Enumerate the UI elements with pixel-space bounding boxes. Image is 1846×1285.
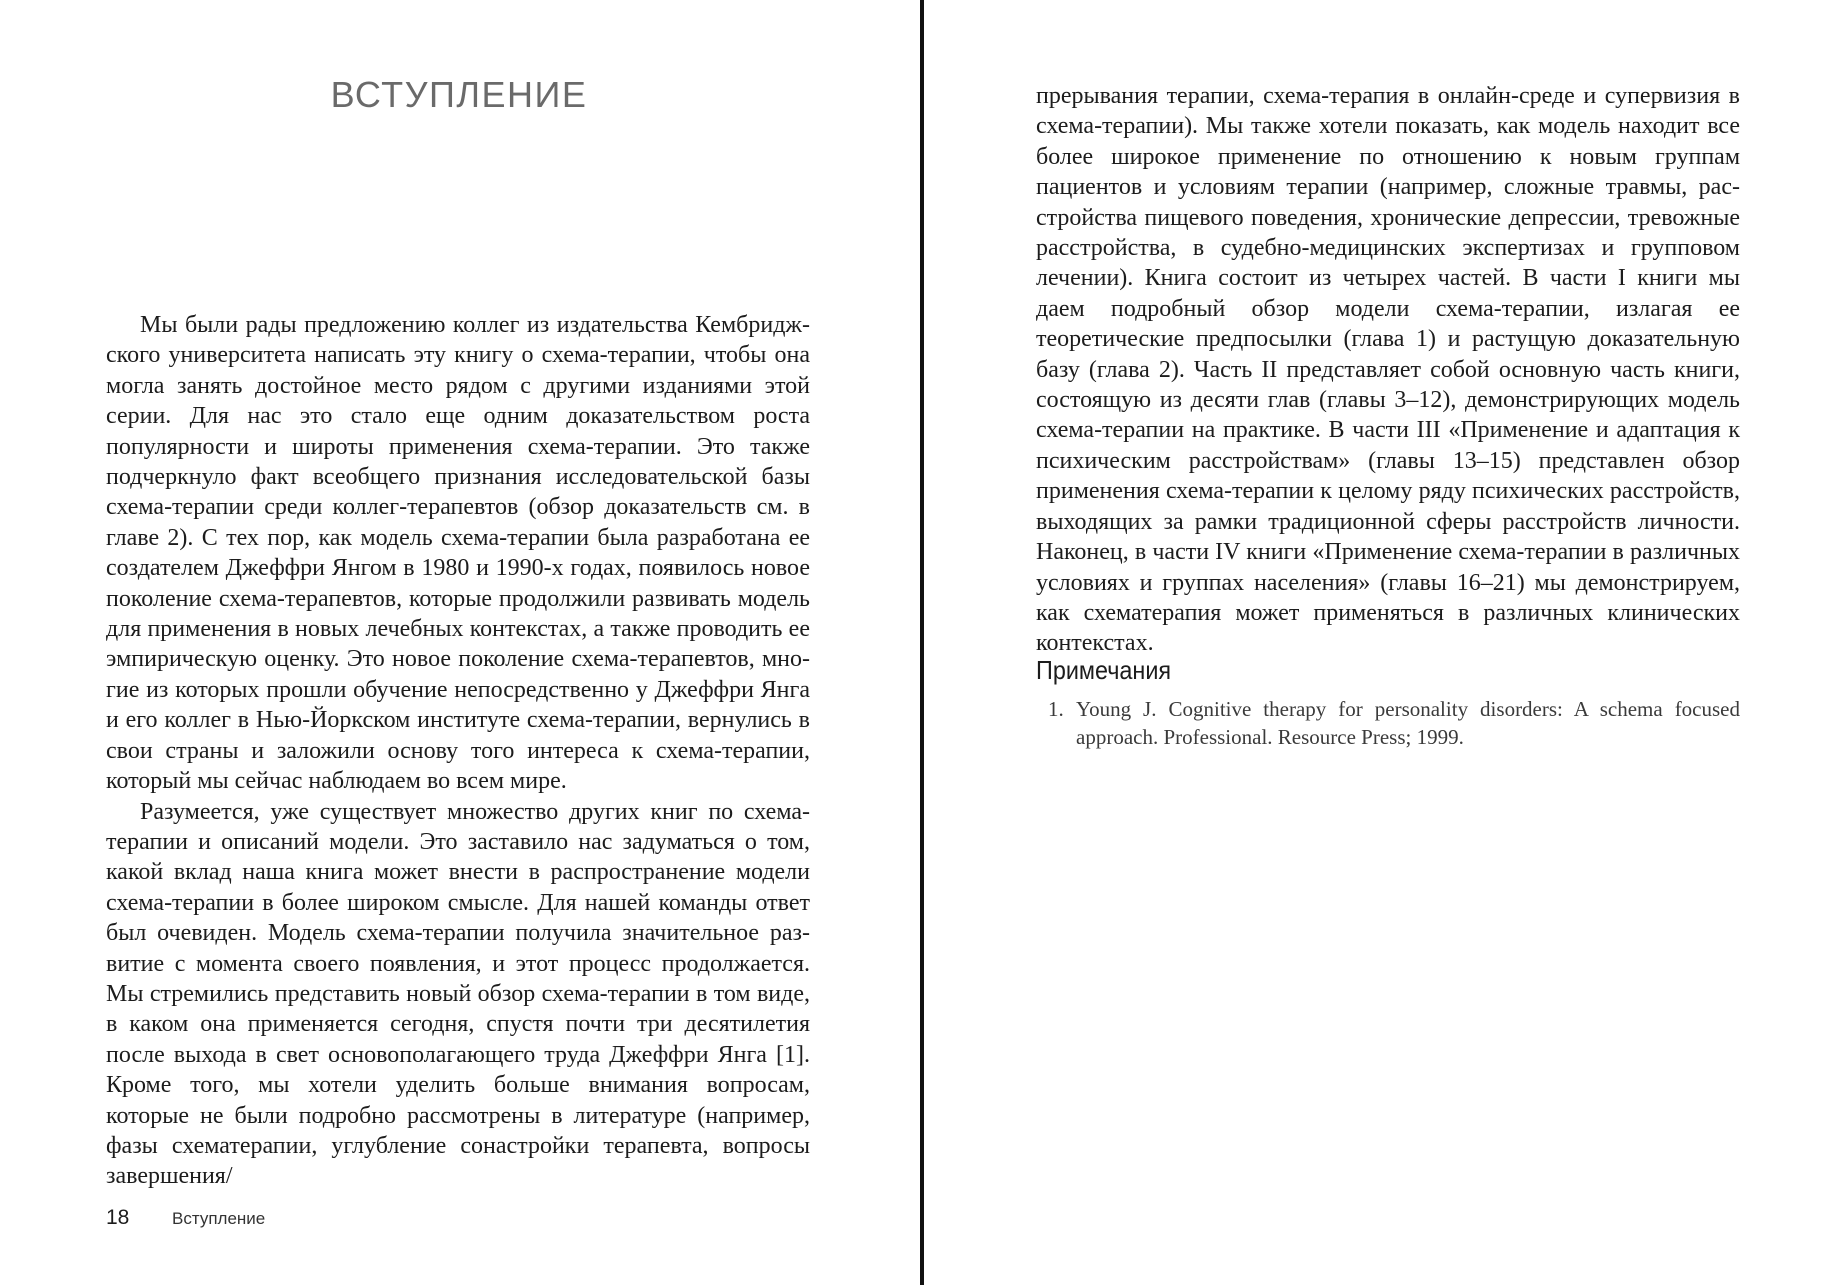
left-page [0, 0, 920, 1285]
running-title: Вступление [172, 1209, 266, 1228]
notes-heading: Примечания [1036, 655, 1172, 685]
right-body-text [1036, 81, 1740, 659]
left-body-text [106, 310, 810, 1192]
paragraph: прерывания терапии, схема-терапия в онлайн-среде и супервизия в схема-терапии). Мы также хотели показать, как модель находит все более широкое применение по отношению к новым группам пациентов и условиям терапии (например, сложные травмы, расстройства пищевого поведения, хронические депрессии, тревожные расстройства, в судебно-медицинских экспертизах и групповом лечении). Книга состоит из четырех частей. В части I книги мы даем подробный обзор модели схема-терапии, излагая ее теоретические предпосылки (глава 1) и растущую доказательную базу (глава 2). Часть II представляет собой основную часть книги, состоящую из десяти глав (главы 3–12), демонстрирующих модель схема-терапии на практике. В части III «Применение и адаптация к психическим расстройствам» (главы 13–15) представлен обзор применения схема-терапии к целому ряду психических расстройств, выходящих за рамки традиционной сферы расстройств личности. Наконец, в части IV книги «Применение схема-терапии в различных условиях и группах населения» (главы 16–21) мы демонстрируем, как схематерапия может применяться в различных клинических контекстах. [1036, 83, 1740, 657]
note-number: 1. [1048, 697, 1064, 721]
page-number: 18 [106, 1206, 130, 1229]
notes-list [1036, 695, 1740, 751]
chapter-title: ВСТУПЛЕНИЕ [330, 74, 588, 115]
note-text: Young J. Cognitive therapy for personality disorders: A schema focused approach. Professional. Resource Press; 1999. [1076, 697, 1740, 749]
right-page [926, 0, 1846, 1285]
book-spine-divider [920, 0, 924, 1285]
page-footer [106, 1206, 265, 1230]
note-item [1036, 695, 1740, 751]
paragraph: Разумеется, уже существует множество других книг по схематерапии и описаний модели. Это заставило нас задуматься о том, какой вклад наша книга может внести в распространение модели схема-терапии в более широком смысле. Для нашей команды ответ был очевиден. Модель схема-терапии получила значительное развитие с момента своего появления, и этот процесс продолжается. Мы стремились представить новый обзор схема-терапии в том виде, в каком она применяется сегодня, спустя почти три десятилетия после выхода в свет основополагающего труда Джеффри Янга [1]. Кроме того, мы хотели уделить больше внимания вопросам, которые не были подробно рассмотрены в литературе (например, фазы схематерапии, углубление сонастройки терапевта, вопросы завершения/ [106, 798, 810, 1190]
paragraph: Мы были рады предложению коллег из издательства Кембриджского университета написать эту книгу о схема-терапии, чтобы она могла занять достойное место рядом с другими изданиями этой серии. Для нас это стало еще одним доказательством роста популярности и широты применения схема-терапии. Это также подчеркнуло факт всеобщего признания исследовательской базы схема-терапии среди коллег-терапевтов (обзор доказательств см. в главе 2). С тех пор, как модель схема-терапии была разработана ее создателем Джеффри Янгом в 1980 и 1990-х годах, появилось новое поколение схема-терапевтов, которые продолжили развивать модель для применения в новых лечебных контекстах, а также проводить ее эмпирическую оценку. Это новое поколение схема-терапевтов, многие из которых прошли обучение непосредственно у Джеффри Янга и его коллег в Нью-Йоркском институте схема-терапии, вернулись в свои страны и заложили основу того интереса к схема-терапии, который мы сейчас наблюдаем во всем мире. [106, 312, 810, 795]
